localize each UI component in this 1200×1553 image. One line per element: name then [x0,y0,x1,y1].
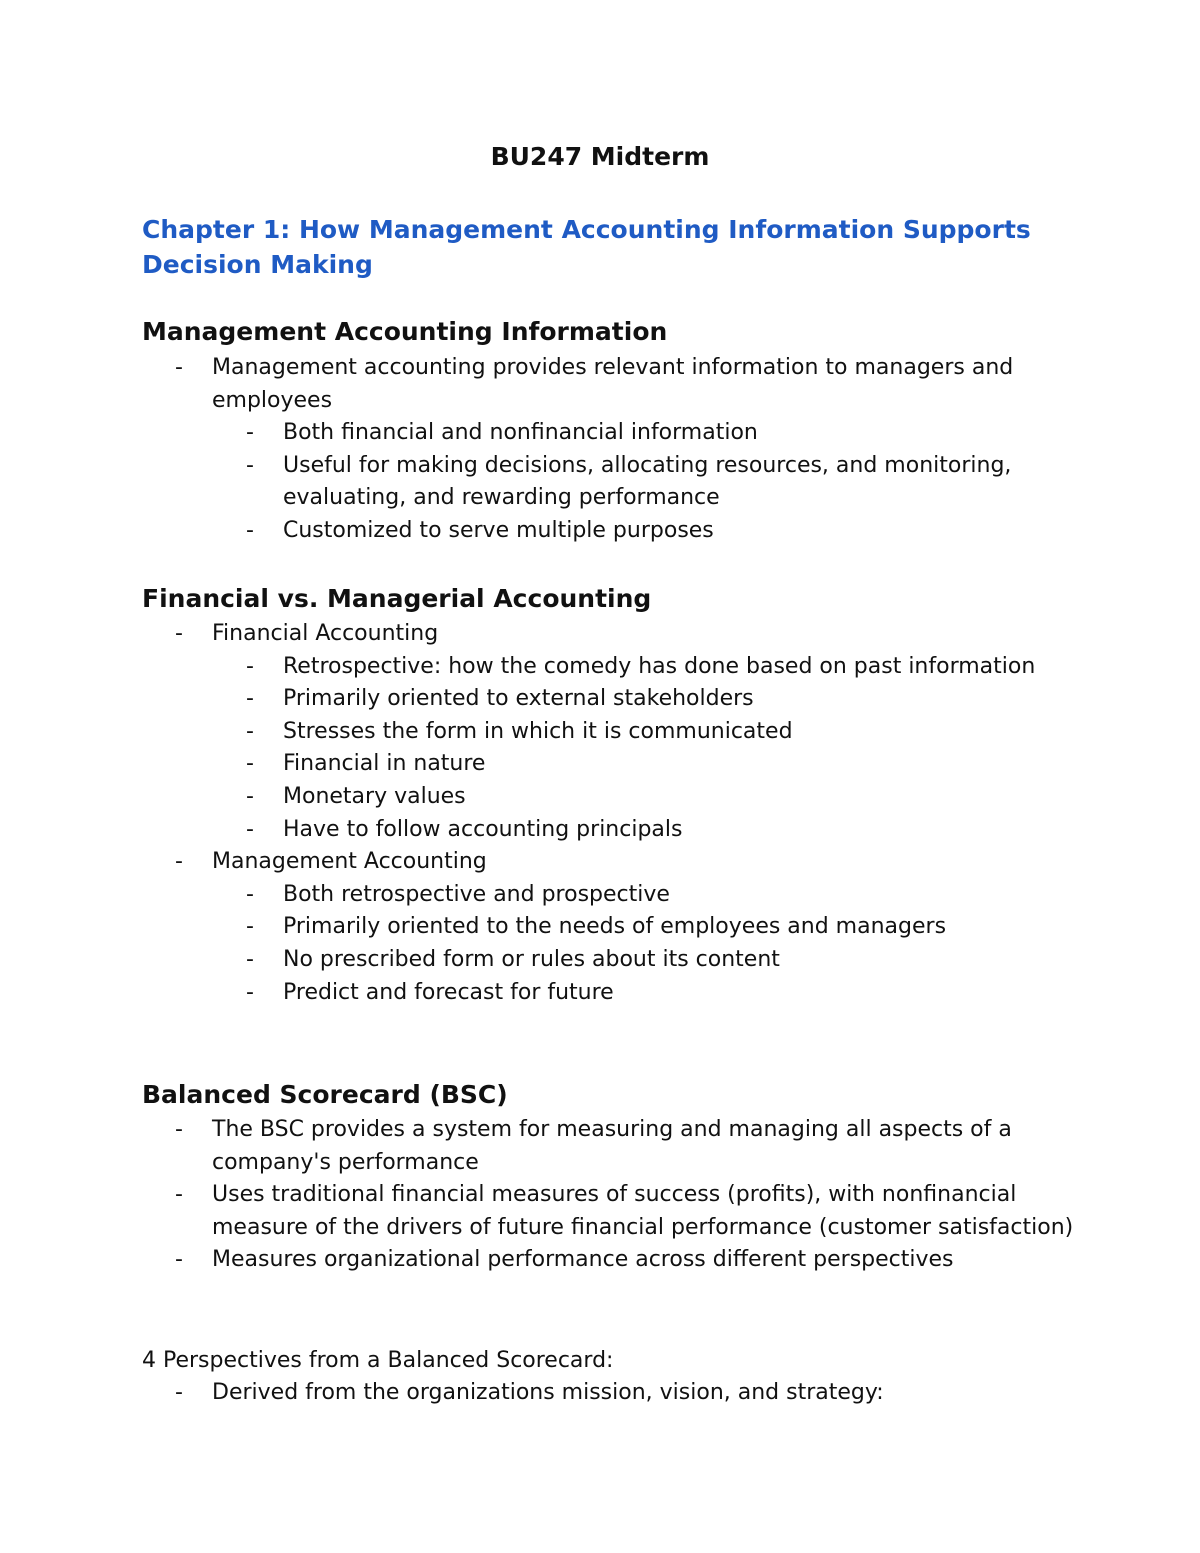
list-item [142,846,1082,1009]
management-accounting-sublist [212,879,1082,1009]
list-item-text: Customized to serve multiple purposes [283,517,714,543]
list-item [142,352,1082,548]
dash-bullet: - [246,914,254,940]
list-item-text: Financial Accounting [212,621,439,646]
list-item-text: No prescribed form or rules about its content [283,946,780,972]
list-item [212,651,1082,684]
list-item [212,781,1082,814]
list-item-text: The BSC provides a system for measuring and managing all aspects of a company's performance [212,1117,1012,1175]
list-item [212,683,1082,716]
list-item [212,879,1082,912]
dash-bullet: - [246,946,254,972]
list-item-text: Management accounting provides relevant information to managers and employees [212,355,1014,413]
dash-bullet: - [175,1182,183,1208]
list-item-text: Both financial and nonfinancial information [283,420,758,446]
list-item-text: Useful for making decisions, allocating resources, and monitoring, evaluating, and rewarding performance [283,452,1012,511]
list-item [212,450,1082,515]
list-item-text: Stresses the form in which it is communicated [283,718,793,744]
list-item [212,944,1082,977]
list-item-text: Uses traditional financial measures of success (profits), with nonfinancial measure of the drivers of future financial performance (customer satisfaction) [212,1182,1074,1240]
list-item-text: Retrospective: how the comedy has done based on past information [283,653,1036,679]
dash-bullet: - [246,816,254,842]
list-item-text: Monetary values [283,783,466,809]
dash-bullet: - [175,355,183,380]
list-item [142,618,1082,846]
dash-bullet: - [246,517,254,543]
dash-bullet: - [246,783,254,809]
section-heading-balanced-scorecard: Balanced Scorecard (BSC) [142,1080,508,1109]
perspectives-list [142,1377,1082,1410]
list-item [212,716,1082,749]
list-item [212,417,1082,450]
document-title: BU247 Midterm [490,142,710,171]
section-heading-management-accounting-information: Management Accounting Information [142,317,668,346]
perspectives-heading: 4 Perspectives from a Balanced Scorecard: [142,1348,614,1373]
list-item-text: Primarily oriented to external stakeholders [283,686,754,712]
dash-bullet: - [246,751,254,777]
list-item [212,515,1082,548]
list-item-text: Derived from the organizations mission, vision, and strategy: [212,1380,884,1405]
dash-bullet: - [175,1117,183,1142]
list-item [142,1114,1082,1179]
list-item [212,977,1082,1010]
list-item-text: Both retrospective and prospective [283,881,670,907]
list-item [142,1179,1082,1244]
list-item [142,1377,1082,1410]
list-item [212,911,1082,944]
list-item-text: Primarily oriented to the needs of employees and managers [283,914,947,940]
dash-bullet: - [175,849,183,875]
dash-bullet: - [246,420,254,446]
dash-bullet: - [246,881,254,907]
dash-bullet: - [246,452,254,478]
chapter-heading: Chapter 1: How Management Accounting Information Supports Decision Making [142,215,1031,279]
mai-list [142,352,1082,548]
section-heading-financial-vs-managerial: Financial vs. Managerial Accounting [142,584,652,613]
fvm-list [142,618,1082,1009]
list-item-text: Financial in nature [283,751,486,777]
list-item-text: Predict and forecast for future [283,979,614,1005]
dash-bullet: - [175,1247,183,1273]
dash-bullet: - [175,621,183,646]
dash-bullet: - [175,1380,183,1405]
financial-accounting-sublist [212,651,1082,847]
list-item-text: Management Accounting [212,849,487,875]
list-item-text: Have to follow accounting principals [283,816,683,842]
dash-bullet: - [246,979,254,1005]
bsc-list [142,1114,1082,1277]
mai-sublist [212,417,1082,547]
dash-bullet: - [246,718,254,744]
list-item [142,1244,1082,1277]
dash-bullet: - [246,686,254,712]
list-item-text: Measures organizational performance across different perspectives [212,1247,954,1273]
dash-bullet: - [246,653,254,679]
list-item [212,814,1082,847]
list-item [212,748,1082,781]
